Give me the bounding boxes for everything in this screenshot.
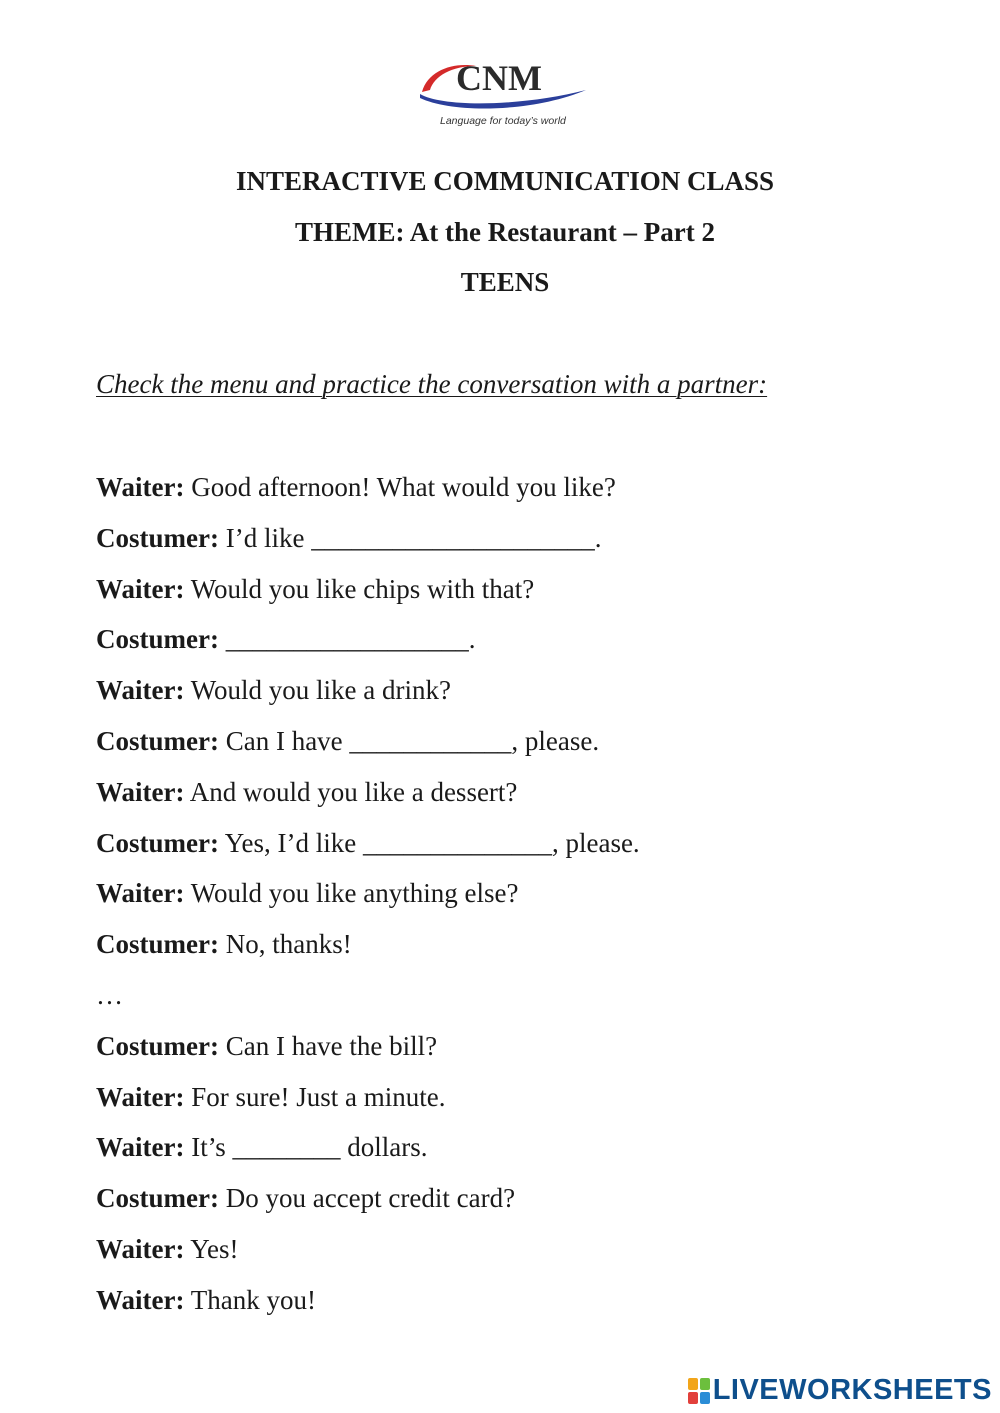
speaker-label: Costumer:: [96, 929, 219, 960]
speaker-label: Costumer:: [96, 1183, 219, 1214]
speaker-label: Waiter:: [96, 878, 185, 909]
liveworksheets-badge-icon: [688, 1378, 710, 1404]
dialogue-line: [96, 724, 640, 775]
line-text: Can I have the bill?: [218, 1030, 438, 1061]
speaker-label: Waiter:: [96, 675, 185, 706]
dialogue-line: [96, 673, 640, 724]
line-text: Would you like anything else?: [184, 878, 519, 909]
dialogue-line: [96, 1130, 640, 1181]
speaker-label: Costumer:: [96, 1030, 219, 1061]
dialogue-line: [96, 826, 640, 877]
instruction-text: Check the menu and practice the conversation with a partner:: [96, 369, 768, 399]
speaker-label: Costumer:: [96, 827, 219, 858]
dialogue-line: [96, 1029, 640, 1080]
dialogue-line: [96, 876, 640, 927]
speaker-label: Waiter:: [96, 1132, 185, 1163]
line-text: …: [96, 979, 123, 1010]
line-text: It’s ________ dollars.: [184, 1132, 428, 1163]
dialogue-line: [96, 1283, 640, 1334]
dialogue-line: [96, 978, 640, 1029]
line-text: No, thanks!: [218, 929, 352, 960]
line-text: I’d like _____________________.: [218, 522, 602, 553]
speaker-label: Waiter:: [96, 573, 185, 604]
dialogue-line: [96, 521, 640, 572]
line-text: Can I have ____________, please.: [218, 725, 600, 756]
dialogue-line: [96, 622, 640, 673]
worksheet-theme: THEME: At the Restaurant – Part 2: [295, 217, 715, 247]
speaker-label: Costumer:: [96, 522, 219, 553]
dialogue-line: [96, 1080, 640, 1131]
line-text: And would you like a dessert?: [184, 776, 518, 807]
speaker-label: Waiter:: [96, 472, 185, 502]
line-text: Do you accept credit card?: [218, 1183, 516, 1214]
speaker-label: Waiter:: [96, 1284, 185, 1315]
dialogue-line: [96, 1232, 640, 1283]
svg-text:Language for today’s world: Language for today’s world: [440, 115, 566, 127]
line-text: __________________.: [218, 624, 476, 655]
dialogue-line: [96, 470, 640, 521]
dialogue-list: [96, 470, 640, 1334]
dialogue-line: [96, 927, 640, 978]
speaker-label: Costumer:: [96, 725, 219, 756]
line-text: Thank you!: [184, 1284, 316, 1315]
liveworksheets-watermark: [688, 1374, 992, 1407]
dialogue-line: [96, 775, 640, 826]
watermark-text: LIVEWORKSHEETS: [712, 1374, 992, 1406]
speaker-label: Costumer:: [96, 624, 219, 655]
svg-text:CNM: CNM: [456, 58, 542, 98]
line-text: Would you like a drink?: [184, 675, 452, 706]
line-text: Would you like chips with that?: [184, 573, 535, 604]
speaker-label: Waiter:: [96, 1233, 185, 1264]
dialogue-line: [96, 572, 640, 623]
line-text: Yes!: [184, 1233, 239, 1264]
cnm-logo: [414, 56, 594, 132]
line-text: Good afternoon! What would you like?: [184, 472, 616, 502]
dialogue-line: [96, 1181, 640, 1232]
speaker-label: Waiter:: [96, 1081, 185, 1112]
line-text: For sure! Just a minute.: [184, 1081, 446, 1112]
line-text: Yes, I’d like ______________, please.: [218, 827, 640, 858]
speaker-label: Waiter:: [96, 776, 185, 807]
worksheet-level: TEENS: [460, 267, 550, 297]
worksheet-title: INTERACTIVE COMMUNICATION CLASS: [235, 166, 775, 196]
